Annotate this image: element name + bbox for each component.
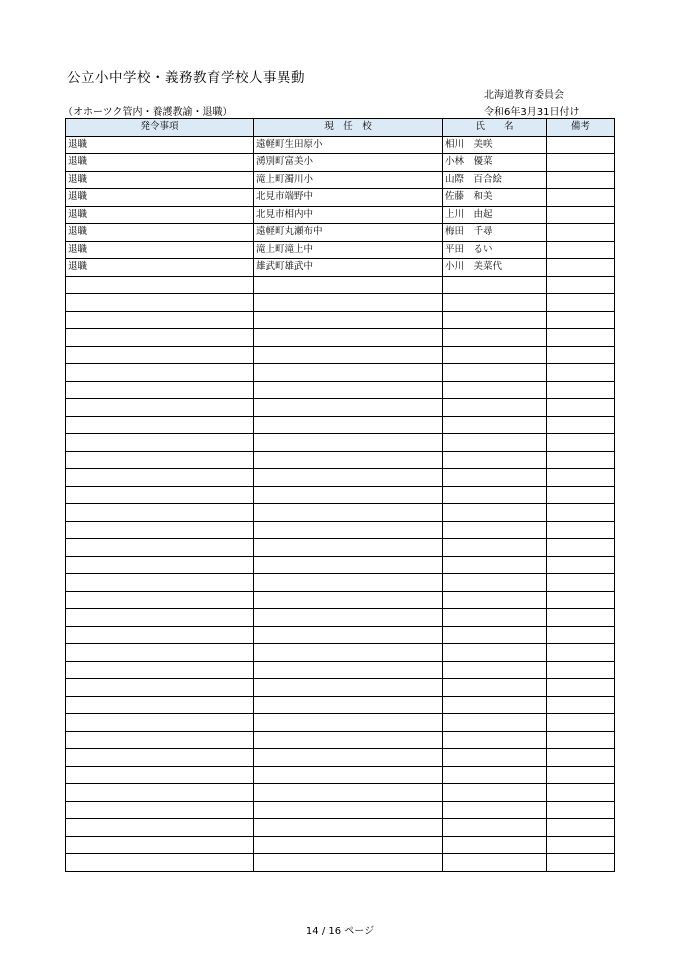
cell-school: [254, 714, 443, 732]
effective-date: 令和6年3月31日付け: [484, 107, 580, 118]
empty-table-row: [66, 346, 615, 364]
cell-remarks: [547, 854, 615, 872]
empty-table-row: [66, 749, 615, 767]
empty-table-row: [66, 311, 615, 329]
cell-remarks: [547, 574, 615, 592]
cell-order: [66, 609, 254, 627]
cell-order: [66, 591, 254, 609]
cell-school: [254, 731, 443, 749]
cell-name: 小林 優菜: [443, 154, 547, 172]
cell-remarks: [547, 416, 615, 434]
cell-remarks: [547, 311, 615, 329]
cell-remarks: [547, 714, 615, 732]
cell-remarks: [547, 451, 615, 469]
empty-table-row: [66, 714, 615, 732]
empty-table-row: [66, 661, 615, 679]
cell-school: [254, 556, 443, 574]
cell-remarks: [547, 486, 615, 504]
page-number: 14 / 16 ページ: [305, 926, 375, 937]
cell-name: [443, 574, 547, 592]
cell-school: [254, 276, 443, 294]
cell-name: [443, 749, 547, 767]
empty-table-row: [66, 329, 615, 347]
cell-order: [66, 784, 254, 802]
cell-school: [254, 504, 443, 522]
cell-school: 遠軽町生田原小: [254, 136, 443, 154]
cell-order: [66, 679, 254, 697]
cell-name: 佐藤 和美: [443, 189, 547, 207]
cell-school: [254, 469, 443, 487]
cell-remarks: [547, 696, 615, 714]
cell-order: [66, 801, 254, 819]
empty-table-row: [66, 416, 615, 434]
cell-name: [443, 276, 547, 294]
empty-table-row: [66, 819, 615, 837]
cell-school: 遠軽町丸瀬布中: [254, 224, 443, 242]
cell-order: [66, 346, 254, 364]
cell-school: [254, 784, 443, 802]
table-row: [66, 259, 615, 277]
cell-remarks: [547, 241, 615, 259]
empty-table-row: [66, 556, 615, 574]
cell-order: 退職: [66, 171, 254, 189]
empty-table-row: [66, 854, 615, 872]
empty-table-row: [66, 679, 615, 697]
cell-order: [66, 714, 254, 732]
cell-name: [443, 644, 547, 662]
column-header-remarks: 備考: [547, 119, 615, 137]
cell-remarks: [547, 819, 615, 837]
cell-school: [254, 749, 443, 767]
empty-table-row: [66, 434, 615, 452]
cell-school: 雄武町雄武中: [254, 259, 443, 277]
cell-order: [66, 521, 254, 539]
cell-remarks: [547, 224, 615, 242]
cell-school: [254, 486, 443, 504]
cell-order: [66, 574, 254, 592]
empty-table-row: [66, 504, 615, 522]
empty-table-row: [66, 731, 615, 749]
cell-remarks: [547, 346, 615, 364]
cell-remarks: [547, 206, 615, 224]
cell-name: [443, 819, 547, 837]
cell-school: [254, 346, 443, 364]
cell-school: [254, 451, 443, 469]
cell-remarks: [547, 679, 615, 697]
cell-school: [254, 626, 443, 644]
cell-remarks: [547, 276, 615, 294]
table-row: [66, 241, 615, 259]
cell-name: [443, 294, 547, 312]
cell-name: [443, 504, 547, 522]
organization-name: 北海道教育委員会: [484, 90, 564, 101]
cell-remarks: [547, 329, 615, 347]
cell-school: [254, 609, 443, 627]
cell-name: [443, 626, 547, 644]
cell-name: [443, 836, 547, 854]
cell-remarks: [547, 749, 615, 767]
cell-remarks: [547, 364, 615, 382]
cell-order: 退職: [66, 136, 254, 154]
cell-name: [443, 714, 547, 732]
empty-table-row: [66, 294, 615, 312]
cell-remarks: [547, 836, 615, 854]
empty-table-row: [66, 836, 615, 854]
table-row: [66, 189, 615, 207]
cell-name: [443, 329, 547, 347]
cell-school: 北見市相内中: [254, 206, 443, 224]
cell-name: [443, 521, 547, 539]
cell-school: [254, 329, 443, 347]
table-body: [66, 136, 615, 871]
cell-name: [443, 399, 547, 417]
cell-remarks: [547, 399, 615, 417]
empty-table-row: [66, 801, 615, 819]
cell-school: 滝上町滝上中: [254, 241, 443, 259]
cell-remarks: [547, 591, 615, 609]
empty-table-row: [66, 276, 615, 294]
cell-name: [443, 381, 547, 399]
cell-order: [66, 836, 254, 854]
cell-school: 滝上町濁川小: [254, 171, 443, 189]
cell-order: 退職: [66, 189, 254, 207]
cell-school: [254, 854, 443, 872]
cell-order: [66, 451, 254, 469]
table-row: [66, 224, 615, 242]
cell-order: [66, 311, 254, 329]
cell-name: [443, 609, 547, 627]
cell-order: [66, 749, 254, 767]
empty-table-row: [66, 539, 615, 557]
cell-order: [66, 696, 254, 714]
empty-table-row: [66, 609, 615, 627]
cell-school: [254, 521, 443, 539]
empty-table-row: [66, 591, 615, 609]
cell-order: [66, 434, 254, 452]
cell-remarks: [547, 801, 615, 819]
cell-order: [66, 486, 254, 504]
cell-order: [66, 819, 254, 837]
cell-name: [443, 854, 547, 872]
cell-order: [66, 731, 254, 749]
cell-remarks: [547, 644, 615, 662]
cell-school: [254, 591, 443, 609]
cell-order: 退職: [66, 224, 254, 242]
cell-remarks: [547, 626, 615, 644]
cell-school: [254, 416, 443, 434]
cell-school: 湧別町富美小: [254, 154, 443, 172]
page-title: 公立小中学校・義務教育学校人事異動: [67, 70, 305, 86]
cell-school: [254, 434, 443, 452]
empty-table-row: [66, 696, 615, 714]
cell-name: [443, 469, 547, 487]
cell-order: [66, 329, 254, 347]
cell-remarks: [547, 609, 615, 627]
cell-remarks: [547, 294, 615, 312]
cell-order: [66, 469, 254, 487]
empty-table-row: [66, 574, 615, 592]
cell-remarks: [547, 731, 615, 749]
cell-school: 北見市端野中: [254, 189, 443, 207]
cell-school: [254, 364, 443, 382]
cell-school: [254, 679, 443, 697]
cell-order: [66, 364, 254, 382]
cell-name: [443, 696, 547, 714]
cell-order: [66, 294, 254, 312]
cell-order: 退職: [66, 154, 254, 172]
cell-remarks: [547, 171, 615, 189]
cell-school: [254, 311, 443, 329]
cell-order: [66, 381, 254, 399]
column-header-name: 氏 名: [443, 119, 547, 137]
cell-remarks: [547, 521, 615, 539]
cell-school: [254, 819, 443, 837]
table-row: [66, 171, 615, 189]
cell-name: [443, 364, 547, 382]
cell-name: [443, 556, 547, 574]
table-header-row: [66, 119, 615, 137]
cell-order: 退職: [66, 241, 254, 259]
cell-school: [254, 836, 443, 854]
empty-table-row: [66, 784, 615, 802]
cell-remarks: [547, 556, 615, 574]
empty-table-row: [66, 644, 615, 662]
cell-name: [443, 661, 547, 679]
cell-school: [254, 644, 443, 662]
cell-remarks: [547, 766, 615, 784]
cell-name: [443, 731, 547, 749]
cell-school: [254, 539, 443, 557]
cell-remarks: [547, 434, 615, 452]
cell-order: [66, 416, 254, 434]
cell-school: [254, 696, 443, 714]
cell-order: 退職: [66, 206, 254, 224]
cell-remarks: [547, 381, 615, 399]
cell-remarks: [547, 136, 615, 154]
cell-school: [254, 766, 443, 784]
cell-name: [443, 311, 547, 329]
cell-name: [443, 451, 547, 469]
cell-remarks: [547, 469, 615, 487]
cell-order: [66, 539, 254, 557]
empty-table-row: [66, 766, 615, 784]
cell-school: [254, 574, 443, 592]
cell-remarks: [547, 661, 615, 679]
document-subtitle: （オホーツク管内・養護教諭・退職）: [63, 107, 233, 118]
cell-order: [66, 504, 254, 522]
empty-table-row: [66, 381, 615, 399]
table-row: [66, 136, 615, 154]
cell-remarks: [547, 539, 615, 557]
empty-table-row: [66, 521, 615, 539]
cell-remarks: [547, 189, 615, 207]
cell-remarks: [547, 154, 615, 172]
cell-order: [66, 661, 254, 679]
cell-remarks: [547, 259, 615, 277]
column-header-order: 発令事項: [66, 119, 254, 137]
cell-name: 梅田 千尋: [443, 224, 547, 242]
empty-table-row: [66, 399, 615, 417]
cell-school: [254, 801, 443, 819]
cell-order: [66, 766, 254, 784]
cell-order: [66, 854, 254, 872]
cell-school: [254, 661, 443, 679]
cell-name: [443, 801, 547, 819]
cell-order: 退職: [66, 259, 254, 277]
table-row: [66, 206, 615, 224]
cell-order: [66, 644, 254, 662]
cell-school: [254, 294, 443, 312]
table-row: [66, 154, 615, 172]
personnel-table: [65, 118, 615, 872]
cell-school: [254, 381, 443, 399]
column-header-school: 現 任 校: [254, 119, 443, 137]
cell-school: [254, 399, 443, 417]
empty-table-row: [66, 469, 615, 487]
cell-order: [66, 626, 254, 644]
cell-name: 小川 美菜代: [443, 259, 547, 277]
cell-name: 山際 百合絵: [443, 171, 547, 189]
cell-name: [443, 784, 547, 802]
cell-name: [443, 591, 547, 609]
cell-order: [66, 399, 254, 417]
cell-name: 相川 美咲: [443, 136, 547, 154]
cell-name: [443, 346, 547, 364]
cell-name: [443, 434, 547, 452]
cell-name: [443, 679, 547, 697]
empty-table-row: [66, 486, 615, 504]
cell-order: [66, 556, 254, 574]
cell-name: [443, 766, 547, 784]
cell-name: [443, 539, 547, 557]
empty-table-row: [66, 451, 615, 469]
cell-order: [66, 276, 254, 294]
empty-table-row: [66, 364, 615, 382]
cell-name: [443, 486, 547, 504]
empty-table-row: [66, 626, 615, 644]
cell-name: 平田 るい: [443, 241, 547, 259]
cell-name: [443, 416, 547, 434]
cell-name: 上川 由起: [443, 206, 547, 224]
cell-remarks: [547, 784, 615, 802]
cell-remarks: [547, 504, 615, 522]
